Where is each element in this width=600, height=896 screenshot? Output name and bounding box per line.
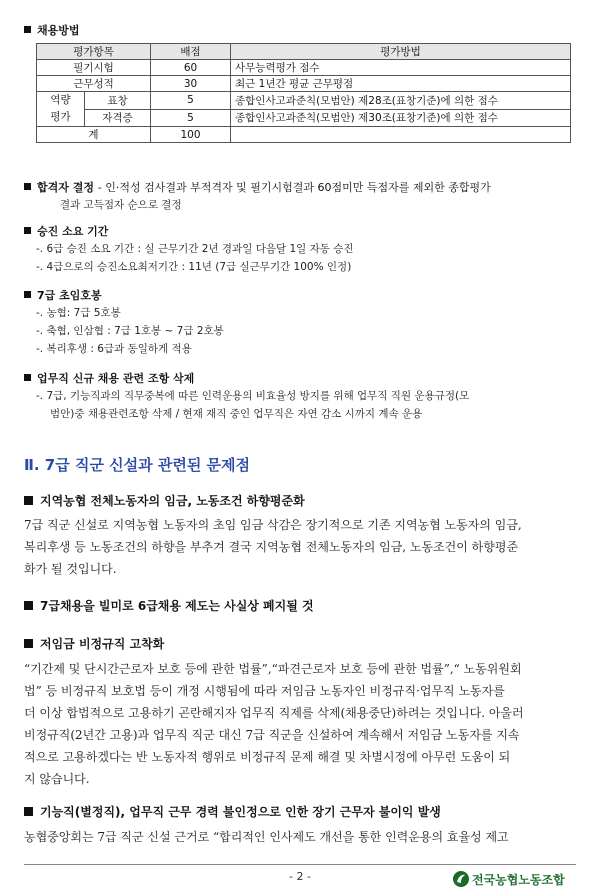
paragraph-line: 농협중앙회는 7급 직군 신설 근거로 “합리적인 인사제도 개선을 통한 인력운용의 효율성 제고 [24, 830, 509, 844]
paragraph-line: 비정규직(2년간 고용)과 업무직 직군 대신 7급 직군을 신설하여 계속해서 저임금 노동자를 지속 [24, 728, 520, 742]
table-cell: 필기시험 [37, 60, 151, 76]
list-item: -. 4급으로의 승진소요최저기간 : 11년 (7급 실근무기간 100% 인정) [36, 261, 352, 273]
paragraph-line: 지 않습니다. [24, 772, 90, 786]
union-logo [452, 868, 582, 890]
pass-text-line: 결과 고득점자 순으로 결정 [60, 199, 182, 211]
table-cell: 종합인사고과준칙(모범안) 제30조(표창기준)에 의한 점수 [231, 109, 571, 127]
footer-divider [24, 864, 576, 865]
table-row [37, 92, 571, 110]
group-label-line: 역량 [50, 94, 71, 106]
table-row [37, 76, 571, 92]
deletion-text-line: -. 7급, 기능직과의 직무중복에 따른 인력운용의 비효율성 방지를 위해 업무직 직원 운용규정(모 [36, 390, 470, 402]
table-cell: 자격증 [85, 109, 151, 127]
table-cell [231, 127, 571, 143]
table-cell-group [37, 92, 85, 127]
table-header-cell: 평가방법 [231, 44, 571, 60]
page-number: - 2 - [289, 870, 311, 883]
chapter-title: Ⅱ. 7급 직군 신설과 관련된 문제점 [24, 456, 251, 474]
list-item: -. 복리후생 : 6급과 동일하게 적용 [36, 343, 192, 355]
table-cell: 근무성적 [37, 76, 151, 92]
pass-text-line: - 인·적성 검사결과 부적격자 및 필기시험결과 60점미만 득점자를 제외한 종합평가 [97, 181, 491, 194]
table-cell: 30 [151, 76, 231, 92]
paragraph-line: 법” 등 비정규직 보호법 등이 개정 시행됨에 따라 저임금 노동자인 비정규직·업무직 노동자를 [24, 684, 505, 698]
table-cell: 계 [37, 127, 151, 143]
paragraph-line: 화가 될 것입니다. [24, 562, 117, 576]
list-item: -. 농협: 7급 5호봉 [36, 307, 121, 319]
section-pass-title: 합격자 결정 - 인·적성 검사결과 부적격자 및 필기시험결과 60점미만 득점자를 제외한 종합평가 [24, 179, 491, 195]
issue-paragraph [24, 826, 576, 848]
table-cell: 5 [151, 92, 231, 110]
square-bullet-icon [24, 227, 31, 234]
square-bullet-icon [24, 496, 33, 505]
deletion-text-line: 범안)중 채용관련조항 삭제 / 현재 재직 중인 업무직은 자연 감소 시까지 계속 운용 [50, 408, 423, 420]
table-cell: 60 [151, 60, 231, 76]
table-header-cell: 평가항목 [37, 44, 151, 60]
issue-title: 기능직(별정직), 업무직 근무 경력 불인정으로 인한 장기 근무자 불이익 발생 [24, 803, 441, 820]
issue-title: 저임금 비정규직 고착화 [24, 635, 164, 652]
issue-paragraph [24, 514, 576, 580]
issue-title: 지역농협 전체노동자의 임금, 노동조건 하향평준화 [24, 492, 305, 509]
table-header-row [37, 44, 571, 60]
table-header-cell: 배점 [151, 44, 231, 60]
table-cell: 100 [151, 127, 231, 143]
square-bullet-icon [24, 807, 33, 816]
square-bullet-icon [24, 601, 33, 610]
paragraph-line: 7급 직군 신설로 지역농협 노동자의 초임 임금 삭감은 장기적으로 기존 지역농협 노동자의 임금, [24, 518, 522, 532]
union-logo-icon [452, 870, 470, 888]
paragraph-line: 복리후생 등 노동조건의 하향을 부추겨 결국 지역농협 전체노동자의 임금, 노동조건이 하향평준 [24, 540, 519, 554]
table-cell: 최근 1년간 평균 근무평점 [231, 76, 571, 92]
section-hiring-title: 채용방법 [24, 22, 80, 38]
group-label-line: 평가 [50, 111, 71, 123]
evaluation-table [36, 43, 571, 143]
square-bullet-icon [24, 26, 31, 33]
table-row [37, 109, 571, 127]
table-cell: 표창 [85, 92, 151, 110]
section-promotion-title: 승진 소요 기간 [24, 223, 108, 239]
org-name: 전국농협노동조합 [472, 873, 565, 887]
table-cell: 종합인사고과준칙(모범안) 제28조(표창기준)에 의한 점수 [231, 92, 571, 110]
table-row [37, 60, 571, 76]
square-bullet-icon [24, 639, 33, 648]
square-bullet-icon [24, 183, 31, 190]
issue-title: 7급채용을 빌미로 6급채용 제도는 사실상 폐지될 것 [24, 597, 314, 614]
issue-paragraph [24, 658, 576, 790]
paragraph-line: 더 이상 합법적으로 고용하기 곤란해지자 업무직 직제를 삭제(채용중단)하려는 것입니다. 아울러 [24, 706, 524, 720]
list-item: -. 6급 승진 소요 기간 : 실 근무기간 2년 경과일 다음달 1일 자동 승진 [36, 243, 354, 255]
table-cell: 5 [151, 109, 231, 127]
section-salary-title: 7급 초임호봉 [24, 287, 102, 303]
section-deletion-title: 업무직 신규 채용 관련 조항 삭제 [24, 370, 194, 386]
square-bullet-icon [24, 291, 31, 298]
list-item: -. 축협, 인삼협 : 7급 1호봉 ~ 7급 2호봉 [36, 325, 224, 337]
table-row [37, 127, 571, 143]
table-cell: 사무능력평가 점수 [231, 60, 571, 76]
paragraph-line: “기간제 및 단시간근로자 보호 등에 관한 법률”,“파견근로자 보호 등에 관한 법률”,“ 노동위원회 [24, 662, 522, 676]
paragraph-line: 적으로 고용하겠다는 반 노동자적 행위로 비정규직 문제 해결 및 차별시정에 아무런 도움이 되 [24, 750, 511, 764]
square-bullet-icon [24, 374, 31, 381]
